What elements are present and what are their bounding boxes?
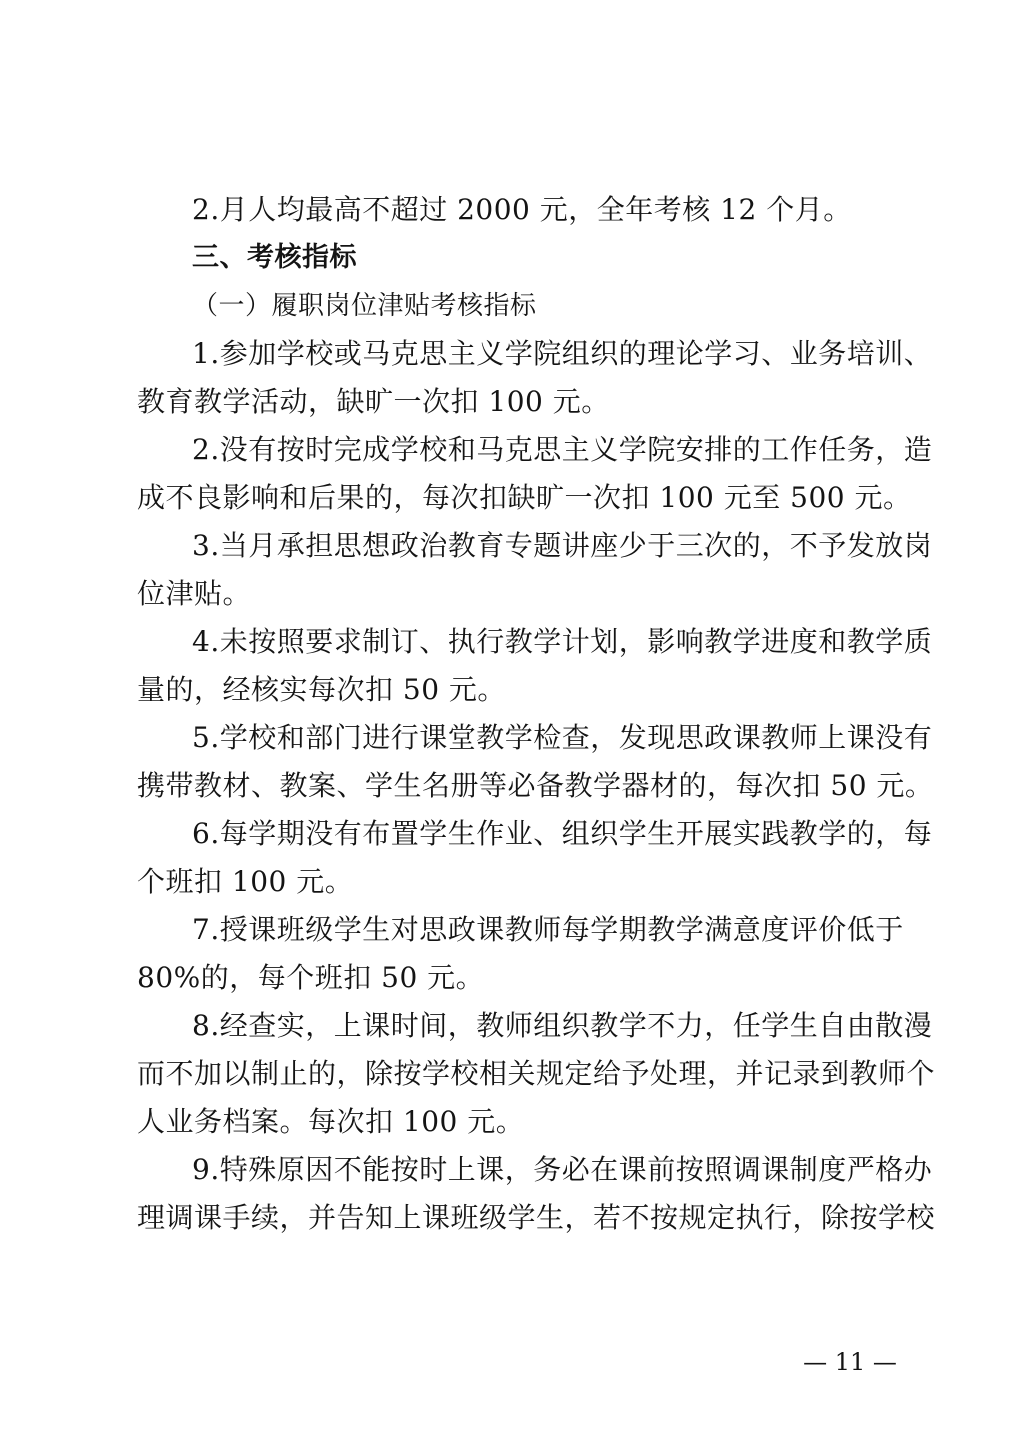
text-line: 教育教学活动，缺旷一次扣 100 元。 xyxy=(137,385,610,418)
text-line: 人业务档案。每次扣 100 元。 xyxy=(137,1105,525,1138)
text-line: 5.学校和部门进行课堂教学检查，发现思政课教师上课没有 xyxy=(192,721,933,754)
text-line: 7.授课班级学生对思政课教师每学期教学满意度评价低于 xyxy=(192,913,904,946)
text-line: 个班扣 100 元。 xyxy=(137,865,354,898)
text-line: 2.没有按时完成学校和马克思主义学院安排的工作任务，造 xyxy=(192,433,933,466)
subsection-heading: （一）履职岗位津贴考核指标 xyxy=(192,291,537,321)
text-line: 3.当月承担思想政治教育专题讲座少于三次的，不予发放岗 xyxy=(192,529,933,562)
text-line: 位津贴。 xyxy=(137,577,252,610)
text-line: 理调课手续，并告知上课班级学生，若不按规定执行，除按学校 xyxy=(137,1201,936,1234)
text-line: 成不良影响和后果的，每次扣缺旷一次扣 100 元至 500 元。 xyxy=(137,481,912,514)
text-line: 而不加以制止的，除按学校相关规定给予处理，并记录到教师个 xyxy=(137,1057,936,1090)
text-line: 6.每学期没有布置学生作业、组织学生开展实践教学的，每 xyxy=(192,817,933,850)
text-line: 9.特殊原因不能按时上课，务必在课前按照调课制度严格办 xyxy=(192,1153,933,1186)
text-line: 8.经查实，上课时间，教师组织教学不力，任学生自由散漫 xyxy=(192,1009,933,1042)
text-line: 量的，经核实每次扣 50 元。 xyxy=(137,673,506,706)
text-line: 4.未按照要求制订、执行教学计划，影响教学进度和教学质 xyxy=(192,625,933,658)
page-number: — 11 — xyxy=(803,1348,897,1376)
text-line: 1.参加学校或马克思主义学院组织的理论学习、业务培训、 xyxy=(192,337,933,370)
text-line: 2.月人均最高不超过 2000 元，全年考核 12 个月。 xyxy=(192,193,852,226)
text-line: 携带教材、教案、学生名册等必备教学器材的，每次扣 50 元。 xyxy=(137,769,934,802)
section-heading: 三、考核指标 xyxy=(192,242,357,273)
text-line: 80%的，每个班扣 50 元。 xyxy=(137,961,485,994)
